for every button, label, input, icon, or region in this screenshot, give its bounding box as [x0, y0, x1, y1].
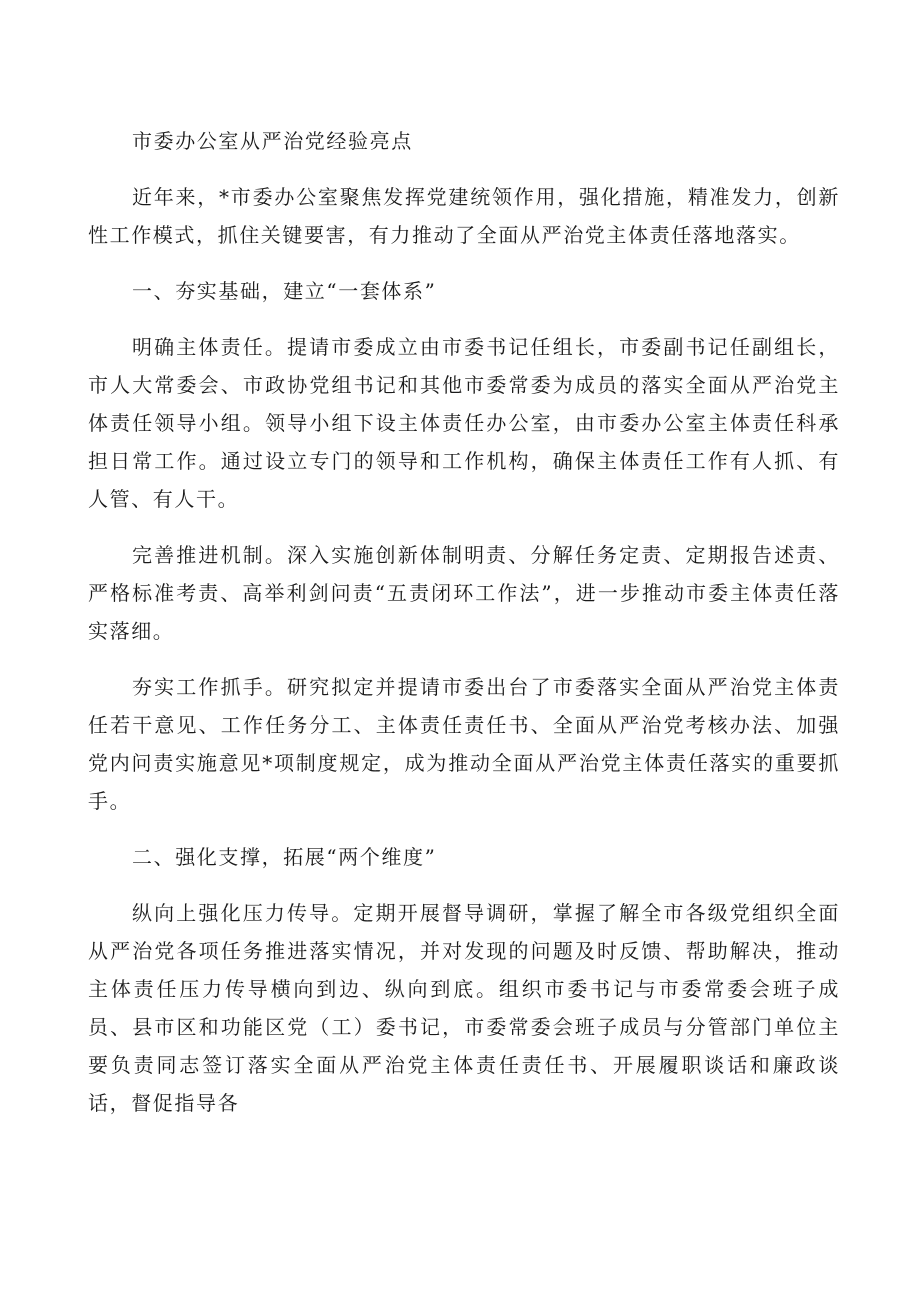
document-title: 市委办公室从严治党经验亮点 — [132, 129, 413, 153]
section-heading-1: 一、夯实基础，建立“一套体系” — [132, 279, 437, 303]
document-body — [88, 122, 840, 1140]
body-paragraph: 明确主体责任。提请市委成立由市委书记任组长，市委副书记任副组长，市人大常委会、市政协党组书记和其他市委常委为成员的落实全面从严治党主体责任领导小组。领导小组下设主体责任办公室，由市委办公室主体责任科承担日常工作。通过设立专门的领导和工作机构，确保主体责任工作有人抓、有人管、有人干。 — [88, 335, 840, 511]
body-paragraph: 完善推进机制。深入实施创新体制明责、分解任务定责、定期报告述责、严格标准考责、高举利剑问责“五责闭环工作法”，进一步推动市委主体责任落实落细。 — [88, 543, 840, 643]
intro-paragraph: 近年来，*市委办公室聚焦发挥党建统领作用，强化措施，精准发力，创新性工作模式，抓住关键要害，有力推动了全面从严治党主体责任落地落实。 — [88, 185, 840, 247]
section-heading-2: 二、强化支撑，拓展“两个维度” — [132, 845, 437, 869]
body-paragraph: 纵向上强化压力传导。定期开展督导调研，掌握了解全市各级党组织全面从严治党各项任务推进落实情况，并对发现的问题及时反馈、帮助解决，推动主体责任压力传导横向到边、纵向到底。组织市委书记与市委常委会班子成员、县市区和功能区党（工）委书记，市委常委会班子成员与分管部门单位主要负责同志签订落实全面从严治党主体责任责任书、开展履职谈话和廉政谈话，督促指导各 — [88, 901, 840, 1115]
body-paragraph: 夯实工作抓手。研究拟定并提请市委出台了市委落实全面从严治党主体责任若干意见、工作任务分工、主体责任责任书、全面从严治党考核办法、加强党内问责实施意见*项制度规定，成为推动全面从严治党主体责任落实的重要抓手。 — [88, 675, 840, 813]
